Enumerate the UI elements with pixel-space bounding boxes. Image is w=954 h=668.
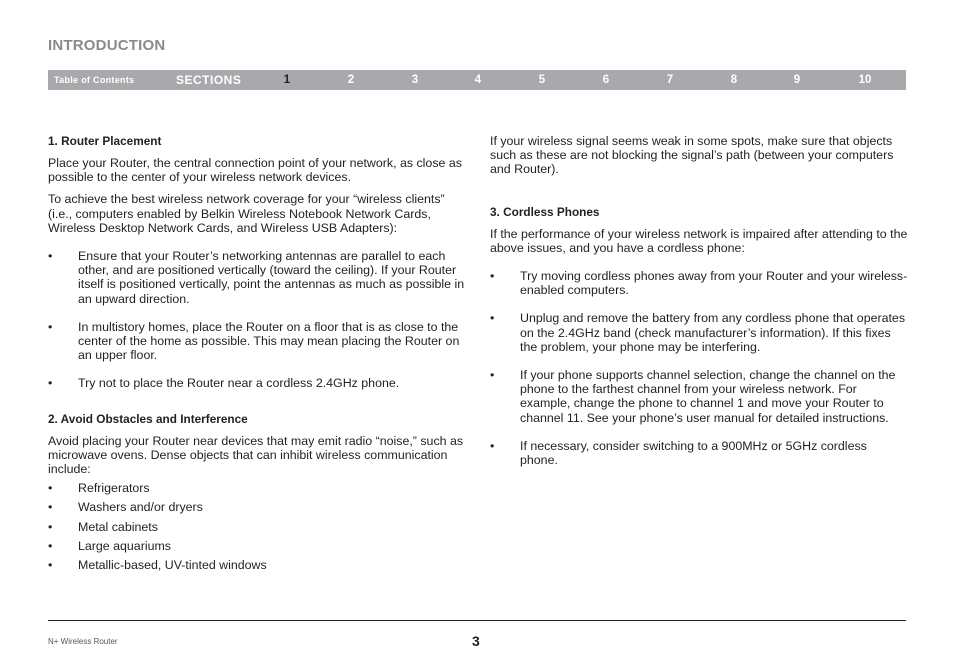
list-item: • Try moving cordless phones away from your Router and your wireless-enabled computers. [490, 269, 908, 297]
paragraph: If the performance of your wireless network is impaired after attending to the above issues, and you have a cordless phone: [490, 226, 908, 255]
section-navbar [48, 70, 906, 90]
list-item: • Unplug and remove the battery from any cordless phone that operates on the 2.4GHz band (check manufacturer’s information). If this fixes the problem, your phone may be interfering. [490, 311, 908, 354]
section-link-1[interactable]: 1 [283, 74, 291, 86]
section-link-3[interactable]: 3 [411, 74, 419, 86]
section-link-8[interactable]: 8 [730, 74, 738, 86]
list-item: • Washers and/or dryers [48, 500, 468, 514]
right-column [490, 134, 908, 467]
list-item: • Large aquariums [48, 539, 468, 553]
list-item: • Refrigerators [48, 481, 468, 495]
toc-link[interactable]: Table of Contents [54, 75, 135, 85]
section-link-9[interactable]: 9 [793, 74, 801, 86]
list-item: • Ensure that your Router’s networking antennas are parallel to each other, and are positioned vertically (toward the ceiling). If your Router itself is positioned vertically, point the antennas as much as possible in an upward direction. [48, 249, 468, 306]
paragraph: Place your Router, the central connection point of your network, as close as possible to the center of your wireless network devices. [48, 156, 462, 185]
heading-cordless-phones: 3. Cordless Phones [490, 204, 600, 219]
list-item: • Try not to place the Router near a cordless 2.4GHz phone. [48, 376, 468, 390]
section-link-5[interactable]: 5 [538, 74, 546, 86]
heading-avoid-obstacles: 2. Avoid Obstacles and Interference [48, 411, 248, 426]
paragraph: Avoid placing your Router near devices that may emit radio “noise,” such as microwave ovens. Dense objects that can inhibit wireless communication include: [48, 433, 464, 477]
list-item: • In multistory homes, place the Router on a floor that is as close to the center of the home as possible. This may mean placing the Router on an upper floor. [48, 320, 468, 363]
list-item: • Metallic-based, UV-tinted windows [48, 558, 468, 572]
section-link-2[interactable]: 2 [347, 74, 355, 86]
page-number: 3 [472, 633, 480, 649]
footer-divider [48, 620, 906, 621]
footer-product-name: N+ Wireless Router [48, 637, 118, 646]
sections-label: SECTIONS [176, 73, 242, 87]
section-link-10[interactable]: 10 [858, 74, 872, 86]
list-item: • If necessary, consider switching to a 900MHz or 5GHz cordless phone. [490, 439, 908, 467]
section-title: INTRODUCTION [48, 37, 166, 54]
section-link-4[interactable]: 4 [474, 74, 482, 86]
paragraph: If your wireless signal seems weak in some spots, make sure that objects such as these are not blocking the signal’s path (between your computers and Router). [490, 134, 894, 177]
left-column [48, 134, 468, 572]
section-link-7[interactable]: 7 [666, 74, 674, 86]
list-item: • If your phone supports channel selection, change the channel on the phone to the farthest channel from your wireless network. For example, change the phone to channel 1 and move your Router to channel 11. See your phone’s user manual for detailed instructions. [490, 368, 908, 425]
list-item: • Metal cabinets [48, 520, 468, 534]
section-link-6[interactable]: 6 [602, 74, 610, 86]
heading-router-placement: 1. Router Placement [48, 134, 162, 148]
paragraph: To achieve the best wireless network coverage for your “wireless clients” (i.e., computers enabled by Belkin Wireless Notebook Network Cards, Wireless Desktop Network Cards, and Wireless USB Adapters): [48, 192, 445, 235]
